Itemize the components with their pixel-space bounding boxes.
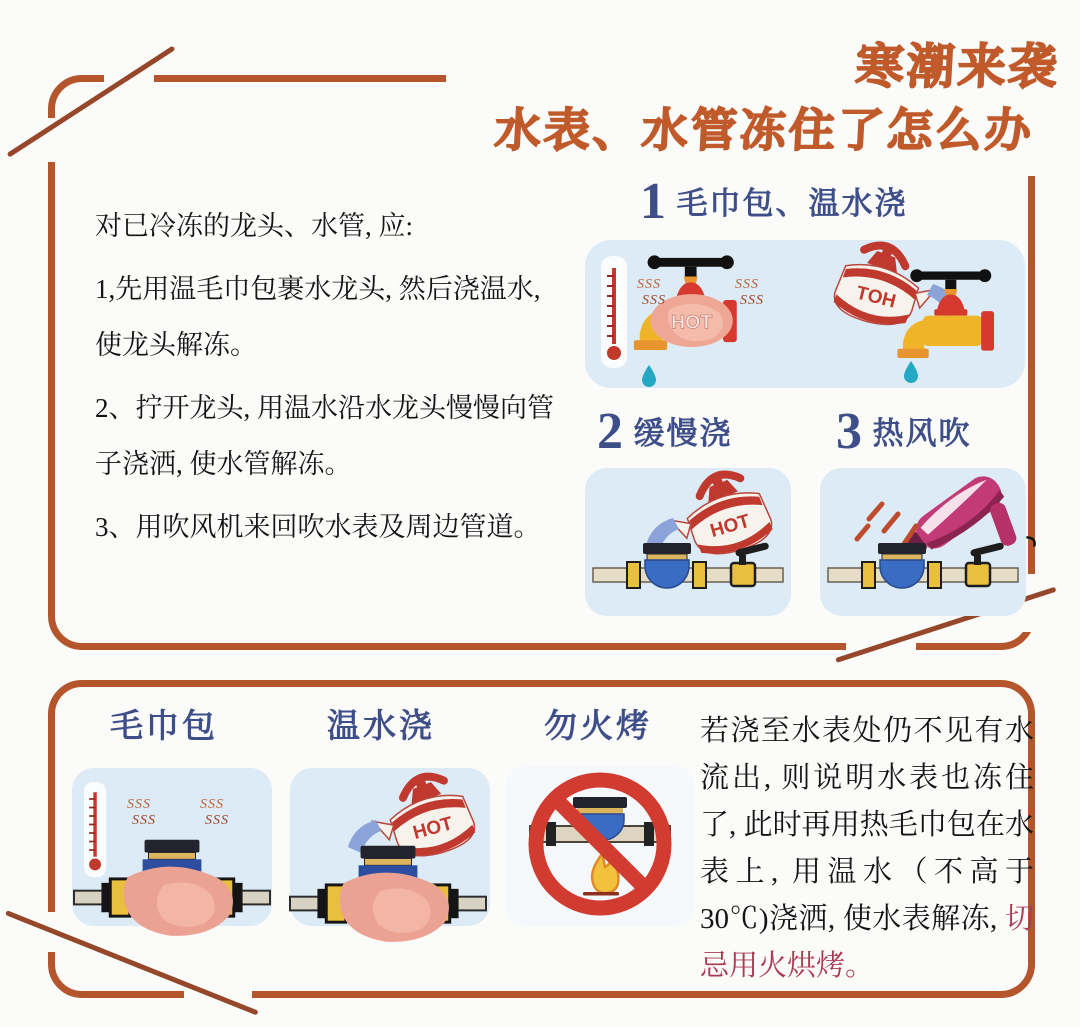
illustration-meter-towel bbox=[72, 768, 272, 963]
method-1-label: 毛巾包、温水浇 bbox=[676, 186, 908, 221]
method-3-number: 3 bbox=[836, 403, 862, 460]
thermometer-icon bbox=[84, 782, 106, 877]
illustration-meter-pour bbox=[290, 768, 490, 963]
instructions-text bbox=[95, 198, 567, 562]
method-3-label: 热风吹 bbox=[872, 416, 972, 451]
bottom-label-towel: 毛巾包 bbox=[110, 707, 218, 744]
instructions-intro: 对已冷冻的龙头、水管, 应: bbox=[95, 211, 414, 241]
method-2-heading bbox=[597, 402, 732, 461]
water-meter-icon bbox=[828, 542, 1018, 588]
illustration-slow-pour bbox=[585, 468, 791, 616]
water-drop-icon bbox=[904, 361, 918, 383]
steam-icon bbox=[735, 277, 764, 308]
method-1-heading bbox=[640, 172, 907, 231]
instruction-step-2: 2、拧开龙头, 用温水沿水龙头慢慢向管子浇洒, 使水管解冻。 bbox=[95, 393, 554, 479]
instruction-step-3: 3、用吹风机来回吹水表及周边管道。 bbox=[95, 512, 541, 542]
method-1-number: 1 bbox=[640, 173, 666, 230]
illustration-no-fire bbox=[505, 766, 695, 946]
poster-title-line1: 寒潮来袭 bbox=[854, 41, 1062, 94]
illustration-hot-air bbox=[820, 468, 1026, 616]
bottom-label-warm-water: 温水浇 bbox=[327, 707, 435, 744]
steam-icon bbox=[637, 277, 666, 308]
method-2-label: 缓慢浇 bbox=[633, 416, 733, 451]
note-text: 若浇至水表处仍不见有水流出, 则说明水表也冻住了, 此时再用热毛巾包在水表上, 用温水（不高于30℃)浇洒, 使水表解冻, bbox=[700, 715, 1034, 935]
poster-title-line2: 水表、水管冻住了怎么办 bbox=[493, 104, 1036, 156]
note-warning-text: 切忌用火烘烤。 bbox=[700, 903, 1034, 982]
water-drop-icon bbox=[642, 365, 656, 387]
thermometer-icon bbox=[601, 256, 627, 368]
heat-waves-icon bbox=[857, 504, 916, 544]
method-2-number: 2 bbox=[597, 403, 623, 460]
frozen-meter-note bbox=[700, 708, 1034, 990]
svg-text:HOT: HOT bbox=[671, 311, 713, 334]
bottom-label-no-fire: 勿火烤 bbox=[544, 707, 652, 744]
water-meter-icon bbox=[593, 542, 783, 588]
illustration-towel-and-pour bbox=[585, 240, 1025, 388]
method-3-heading bbox=[836, 402, 971, 461]
instruction-step-1: 1,先用温毛巾包裹水龙头, 然后浇温水, 使龙头解冻。 bbox=[95, 274, 541, 360]
